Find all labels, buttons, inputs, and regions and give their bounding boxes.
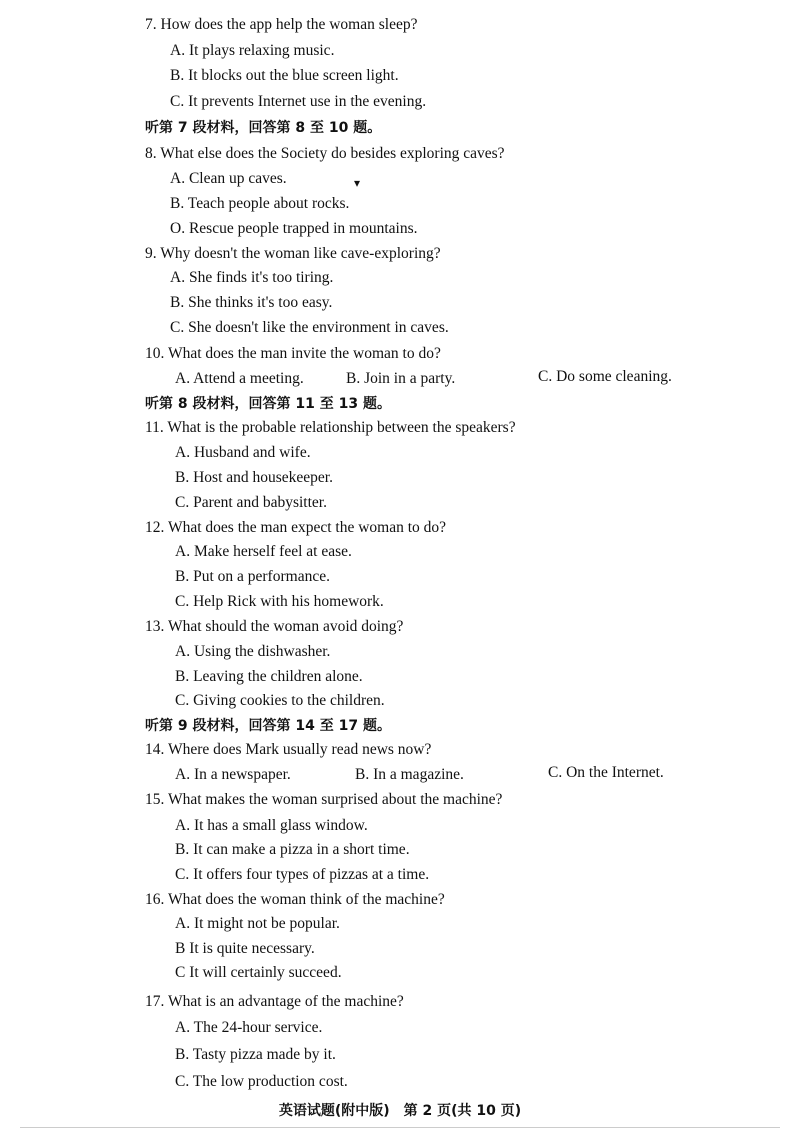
question-14: 14. Where does Mark usually read news now? bbox=[145, 741, 432, 758]
option-8a: A. Clean up caves. bbox=[170, 170, 287, 187]
option-9b: B. She thinks it's too easy. bbox=[170, 294, 333, 311]
question-15: 15. What makes the woman surprised about the machine? bbox=[145, 791, 503, 808]
option-14a: A. In a newspaper. bbox=[175, 766, 291, 783]
option-13c: C. Giving cookies to the children. bbox=[175, 692, 385, 709]
option-15a: A. It has a small glass window. bbox=[175, 817, 368, 834]
option-16b: B It is quite necessary. bbox=[175, 940, 315, 957]
option-13a: A. Using the dishwasher. bbox=[175, 643, 331, 660]
option-17b: B. Tasty pizza made by it. bbox=[175, 1046, 336, 1063]
option-12b: B. Put on a performance. bbox=[175, 568, 330, 585]
pen-mark: ▾ bbox=[354, 176, 361, 190]
section-header-9: 听第 9 段材料，回答第 14 至 17 题。 bbox=[145, 718, 391, 734]
option-11a: A. Husband and wife. bbox=[175, 444, 311, 461]
question-7: 7. How does the app help the woman sleep? bbox=[145, 16, 418, 33]
option-12c: C. Help Rick with his homework. bbox=[175, 593, 384, 610]
option-12a: A. Make herself feel at ease. bbox=[175, 543, 352, 560]
option-10a: A. Attend a meeting. bbox=[175, 370, 304, 387]
page-footer: 英语试题(附中版) 第 2 页(共 10 页) bbox=[278, 1103, 522, 1119]
option-8b: B. Teach people about rocks. bbox=[170, 195, 350, 212]
option-15c: C. It offers four types of pizzas at a time. bbox=[175, 866, 430, 883]
question-16: 16. What does the woman think of the machine? bbox=[145, 891, 445, 908]
question-12: 12. What does the man expect the woman to do? bbox=[145, 519, 447, 536]
question-10: 10. What does the man invite the woman to do? bbox=[145, 345, 441, 362]
option-16a: A. It might not be popular. bbox=[175, 915, 340, 932]
question-8: 8. What else does the Society do besides exploring caves? bbox=[145, 145, 505, 162]
option-17a: A. The 24-hour service. bbox=[175, 1019, 323, 1036]
question-11: 11. What is the probable relationship between the speakers? bbox=[145, 419, 516, 436]
option-11b: B. Host and housekeeper. bbox=[175, 469, 333, 486]
option-16c: C It will certainly succeed. bbox=[175, 964, 342, 981]
option-10b: B. Join in a party. bbox=[346, 370, 456, 387]
option-7a: A. It plays relaxing music. bbox=[170, 42, 335, 59]
option-15b: B. It can make a pizza in a short time. bbox=[175, 841, 410, 858]
option-9a: A. She finds it's too tiring. bbox=[170, 269, 334, 286]
section-header-7: 听第 7 段材料，回答第 8 至 10 题。 bbox=[145, 120, 382, 136]
option-7b: B. It blocks out the blue screen light. bbox=[170, 67, 399, 84]
option-11c: C. Parent and babysitter. bbox=[175, 494, 327, 511]
bottom-rule bbox=[20, 1127, 780, 1128]
option-14c: C. On the Internet. bbox=[548, 764, 664, 781]
option-13b: B. Leaving the children alone. bbox=[175, 668, 363, 685]
question-17: 17. What is an advantage of the machine? bbox=[145, 993, 404, 1010]
option-17c: C. The low production cost. bbox=[175, 1073, 348, 1090]
option-8c: O. Rescue people trapped in mountains. bbox=[170, 220, 418, 237]
option-7c: C. It prevents Internet use in the evening. bbox=[170, 93, 427, 110]
option-10c: C. Do some cleaning. bbox=[538, 368, 672, 385]
option-14b: B. In a magazine. bbox=[355, 766, 464, 783]
question-13: 13. What should the woman avoid doing? bbox=[145, 618, 404, 635]
option-9c: C. She doesn't like the environment in caves. bbox=[170, 319, 449, 336]
section-header-8: 听第 8 段材料，回答第 11 至 13 题。 bbox=[145, 396, 391, 412]
question-9: 9. Why doesn't the woman like cave-exploring? bbox=[145, 245, 441, 262]
